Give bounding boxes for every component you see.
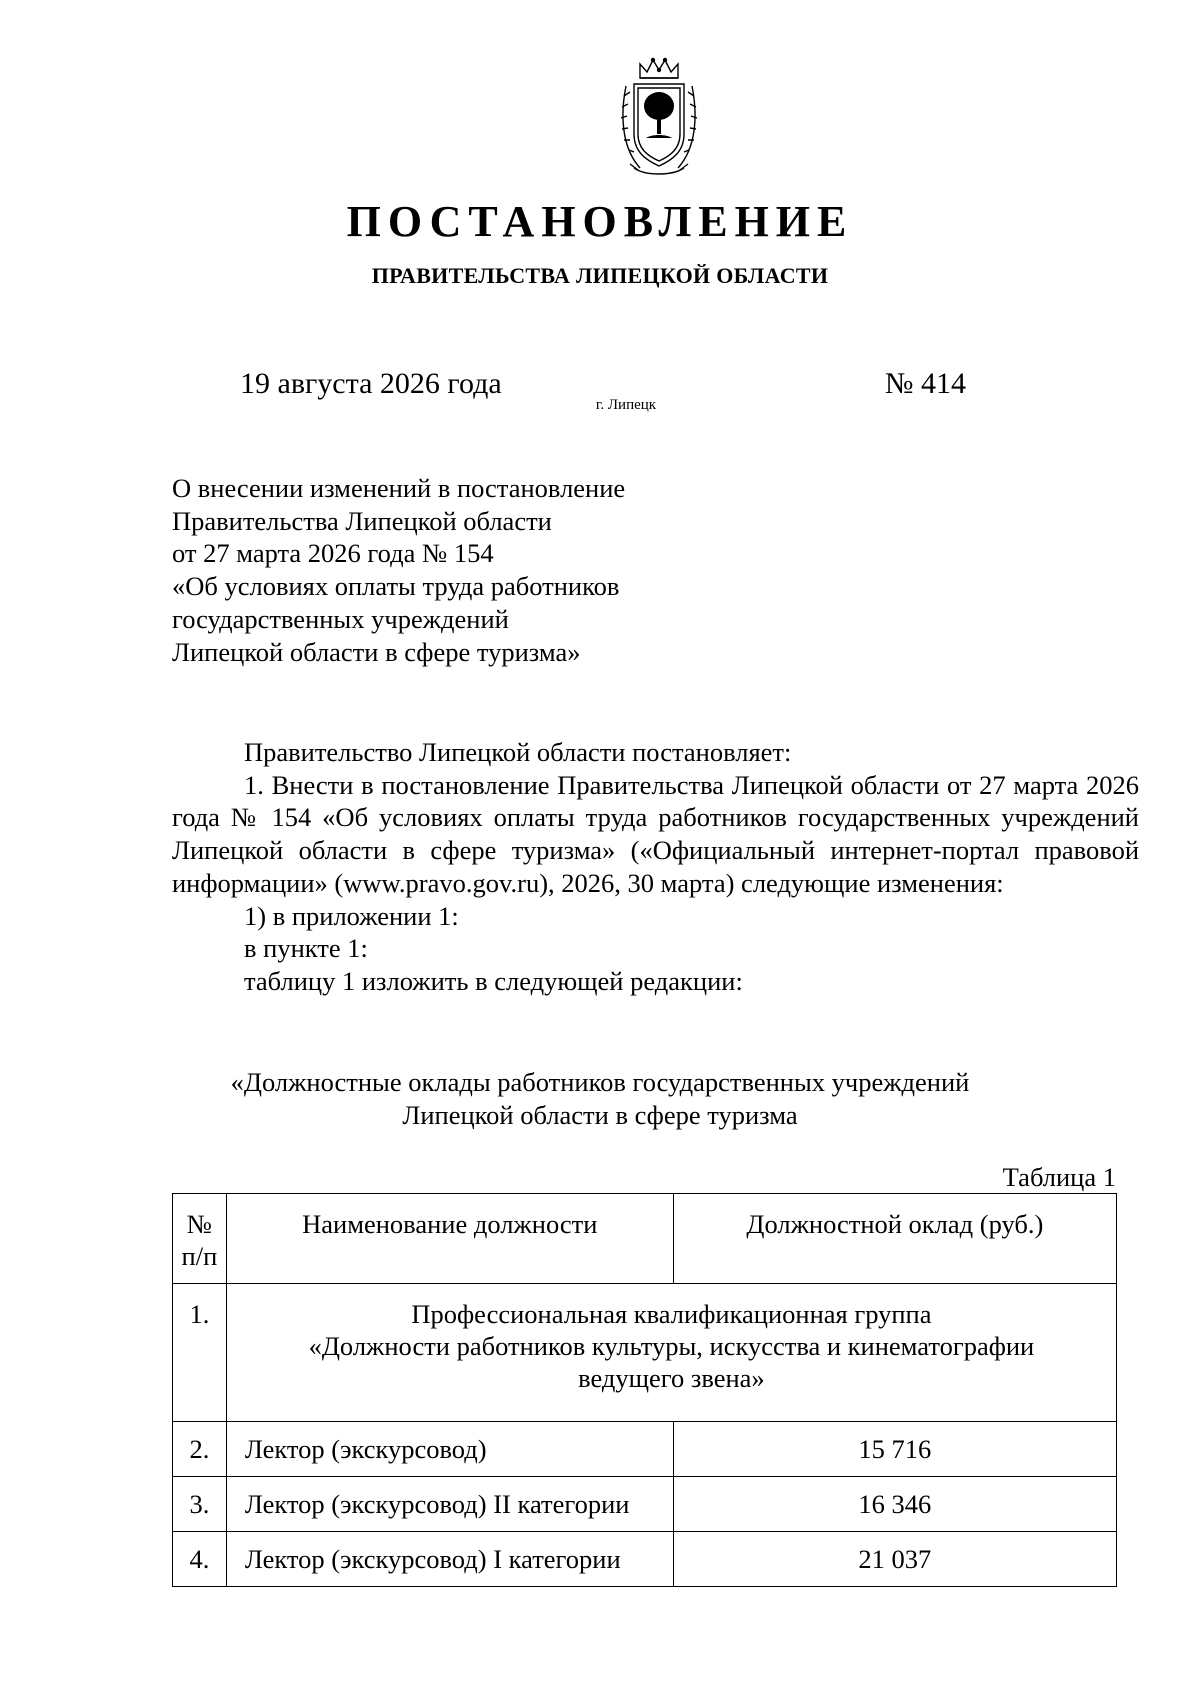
group-title-line: ведущего звена» xyxy=(578,1363,765,1393)
table-heading xyxy=(0,1066,1200,1132)
row-num: 3. xyxy=(173,1477,227,1532)
table-heading-line: «Должностные оклады работников государственных учреждений xyxy=(230,1067,970,1097)
table-row xyxy=(173,1532,1117,1587)
row-num: 4. xyxy=(173,1532,227,1587)
coat-of-arms-icon xyxy=(616,56,702,180)
header-name: Наименование должности xyxy=(226,1194,673,1284)
row-salary: 16 346 xyxy=(673,1477,1116,1532)
table-group-row xyxy=(173,1284,1117,1422)
subject-line: государственных учреждений xyxy=(172,603,509,634)
group-title-line: Профессиональная квалификационная группа xyxy=(411,1299,932,1329)
document-title: ПОСТАНОВЛЕНИЕ xyxy=(346,197,854,246)
document-body xyxy=(172,736,1139,998)
table-label: Таблица 1 xyxy=(1002,1162,1116,1192)
document-date: 19 августа 2026 года xyxy=(240,367,502,400)
header-salary: Должностной оклад (руб.) xyxy=(673,1194,1116,1284)
group-title-line: «Должности работников культуры, искусства и кинематографии xyxy=(308,1331,1035,1361)
row-position: Лектор (экскурсовод) xyxy=(226,1422,673,1477)
salary-table xyxy=(172,1193,1117,1587)
subject-line: «Об условиях оплаты труда работников xyxy=(172,571,620,602)
list-item: таблицу 1 изложить в следующей редакции: xyxy=(244,965,743,996)
header-num-line: п/п xyxy=(181,1241,218,1271)
row-num: 2. xyxy=(173,1422,227,1477)
subject-line: О внесении изменений в постановление xyxy=(172,473,626,503)
row-position: Лектор (экскурсовод) II категории xyxy=(226,1477,673,1532)
row-salary: 15 716 xyxy=(673,1422,1116,1477)
subject-line: Правительства Липецкой области xyxy=(172,505,552,536)
document-subtitle: ПРАВИТЕЛЬСТВА ЛИПЕЦКОЙ ОБЛАСТИ xyxy=(371,263,829,288)
intro-paragraph: Правительство Липецкой области постановляет: xyxy=(244,737,792,767)
document-number: № 414 xyxy=(884,367,966,400)
group-num: 1. xyxy=(173,1284,227,1422)
row-salary: 21 037 xyxy=(673,1532,1116,1587)
header-num-line: № xyxy=(186,1209,213,1239)
table-row xyxy=(173,1422,1117,1477)
list-item: 1) в приложении 1: xyxy=(244,900,459,931)
document-city: г. Липецк xyxy=(595,397,657,413)
group-title xyxy=(226,1284,1116,1422)
header-num xyxy=(173,1194,227,1284)
subject-line: Липецкой области в сфере туризма» xyxy=(172,636,581,667)
table-row xyxy=(173,1477,1117,1532)
main-paragraph: 1. Внести в постановление Правительства Липецкой области от 27 марта 2026 года № 154 «Об условиях оплаты труда работников государственных учреждений Липецкой области в сфере туризма» («Официальный интернет-портал правовой информации» (www.pravo.gov.ru), 2026, 30 марта) следующие изменения: xyxy=(172,769,1139,898)
table-heading-line: Липецкой области в сфере туризма xyxy=(402,1100,798,1130)
table-header-row xyxy=(173,1194,1117,1284)
row-position: Лектор (экскурсовод) I категории xyxy=(226,1532,673,1587)
subject-line: от 27 марта 2026 года № 154 xyxy=(172,538,494,569)
list-item: в пункте 1: xyxy=(244,933,368,964)
document-subject xyxy=(172,472,732,668)
